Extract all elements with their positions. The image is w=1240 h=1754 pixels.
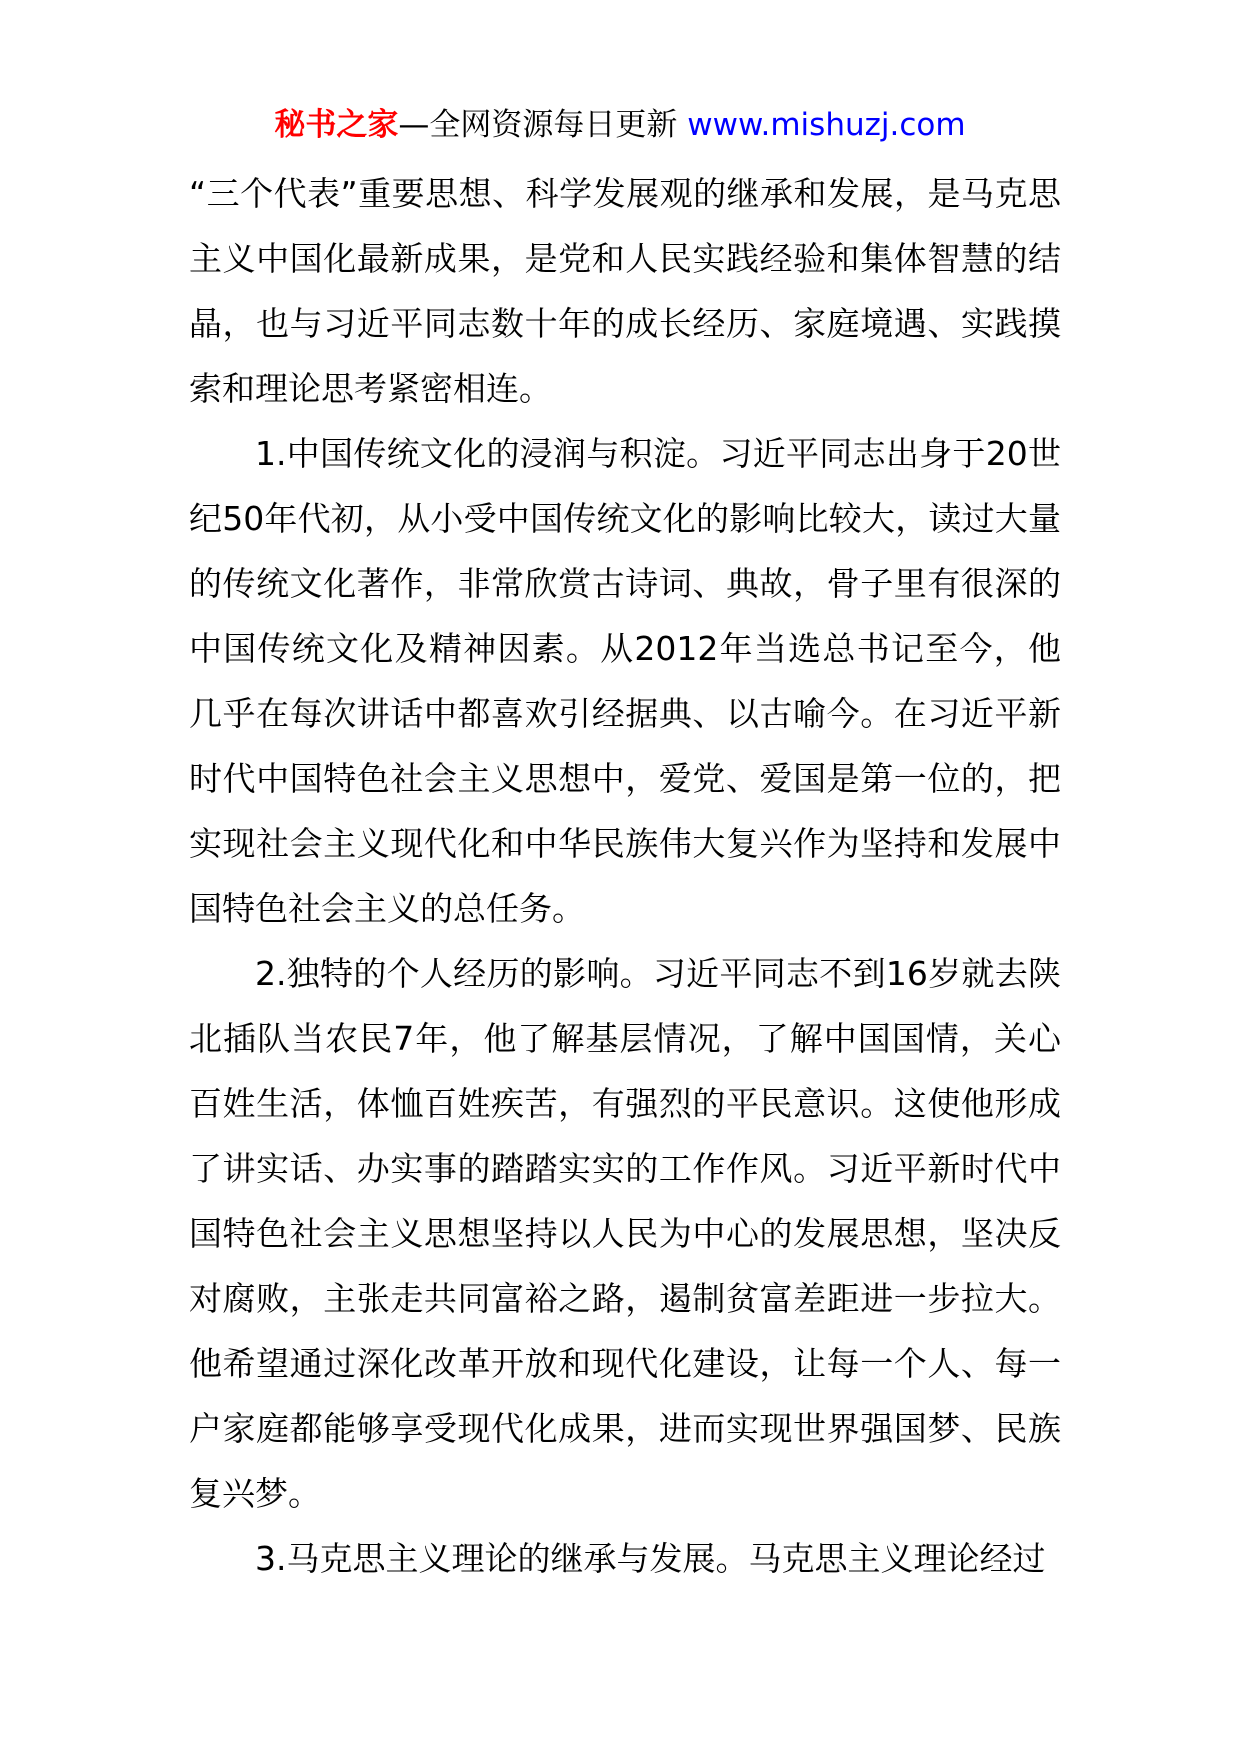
header-slogan: —全网资源每日更新	[398, 107, 678, 143]
site-url-link[interactable]: www.mishuzj.com	[687, 107, 966, 143]
paragraph: 1.中国传统文化的浸润与积淀。习近平同志出身于20世纪50年代初，从小受中国传统文化的影响比较大，读过大量的传统文化著作，非常欣赏古诗词、典故，骨子里有很深的中国传统文化及精神因素。从2012年当选总书记至今，他几乎在每次讲话中都喜欢引经据典、以古喻今。在习近平新时代中国特色社会主义思想中，爱党、爱国是第一位的，把实现社会主义现代化和中华民族伟大复兴作为坚持和发展中国特色社会主义的总任务。	[189, 434, 1061, 928]
document-body	[189, 161, 1061, 1591]
paragraph: 2.独特的个人经历的影响。习近平同志不到16岁就去陕北插队当农民7年，他了解基层情况，了解中国国情，关心百姓生活，体恤百姓疾苦，有强烈的平民意识。这使他形成了讲实话、办实事的踏踏实实的工作作风。习近平新时代中国特色社会主义思想坚持以人民为中心的发展思想，坚决反对腐败，主张走共同富裕之路，遏制贫富差距进一步拉大。他希望通过深化改革开放和现代化建设，让每一个人、每一户家庭都能够享受现代化成果，进而实现世界强国梦、民族复兴梦。	[189, 954, 1061, 1513]
paragraph: 3.马克思主义理论的继承与发展。马克思主义理论经过	[255, 1539, 1046, 1578]
page-header	[0, 100, 1240, 150]
brand-name: 秘书之家	[274, 107, 399, 143]
paragraph: “三个代表”重要思想、科学发展观的继承和发展，是马克思主义中国化最新成果，是党和人民实践经验和集体智慧的结晶，也与习近平同志数十年的成长经历、家庭境遇、实践摸索和理论思考紧密相连。	[189, 174, 1061, 408]
